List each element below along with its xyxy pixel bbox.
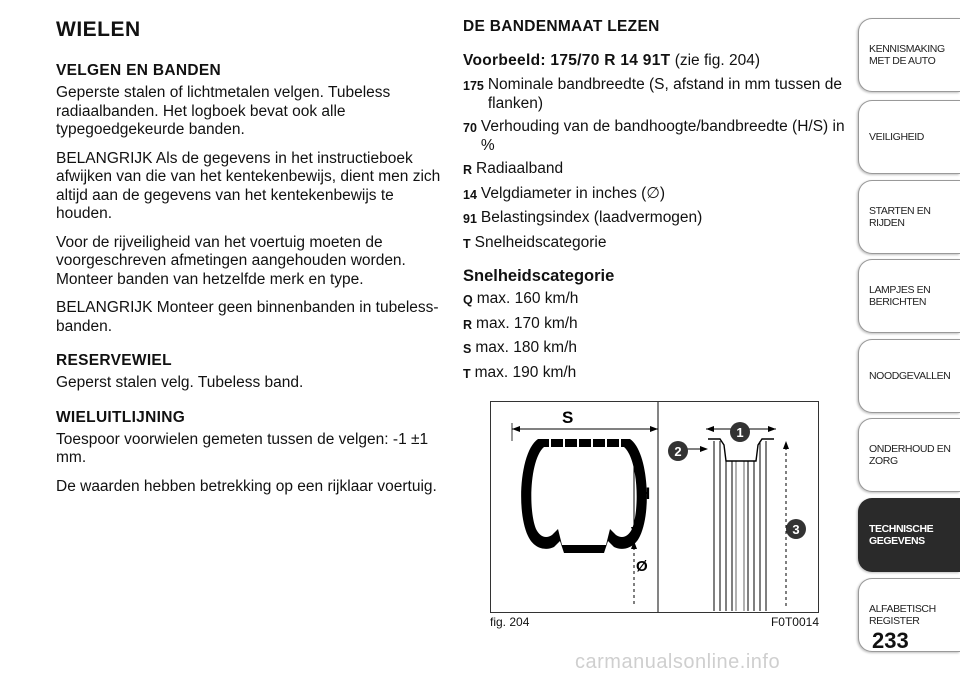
rims-paragraph-1: Geperste stalen of lichtmetalen velgen. Tubeless radiaalbanden. Het logboek bevat ook alle typegoedgekeurde banden. <box>56 84 391 138</box>
code-key: 70 <box>463 121 477 135</box>
speed-key: T <box>463 366 471 381</box>
rims-heading: VELGEN EN BANDEN <box>56 62 221 79</box>
alignment-paragraph-1: Toespoor voorwielen gemeten tussen de velgen: -1 ±1 mm. <box>56 430 429 466</box>
code-item <box>463 160 848 180</box>
callout-1 <box>730 422 750 442</box>
svg-text:3: 3 <box>792 522 800 537</box>
speed-key: R <box>463 317 473 332</box>
callout-3 <box>786 519 806 539</box>
left-column <box>56 18 446 506</box>
chapter-tabs <box>858 0 960 678</box>
chapter-tab-label: LAMPJES EN BERICHTEN <box>869 284 931 308</box>
right-column <box>463 18 848 388</box>
example-figure-ref: (zie fig. 204) <box>674 52 760 69</box>
chapter-tab[interactable] <box>858 100 960 174</box>
speed-value: max. 160 km/h <box>476 290 579 307</box>
spare-wheel-heading: RESERVEWIEL <box>56 352 172 369</box>
alignment-heading: WIELUITLIJNING <box>56 408 186 426</box>
watermark: carmanualsonline.info <box>575 651 781 673</box>
speed-key: S <box>463 342 472 356</box>
chapter-tab[interactable] <box>858 18 960 92</box>
speed-item <box>463 339 848 359</box>
code-key: 175 <box>463 79 484 93</box>
rims-paragraph-2: BELANGRIJK Als de gegevens in het instructieboek afwijken van die van het kentekenbewijs, dient men zich altijd aan de gegevens van het kentekenbewijs te houden. <box>56 149 441 222</box>
code-key: R <box>463 163 473 177</box>
code-description: Verhouding van de bandhoogte/bandbreedte (H/S) in % <box>480 118 845 154</box>
speed-item <box>463 315 848 335</box>
speed-item <box>463 364 848 384</box>
rims-paragraph-3: Voor de rijveiligheid van het voertuig moeten de voorgeschreven afmetingen aangehouden worden. Monteer banden van hetzelfde merk en type. <box>56 233 406 288</box>
code-item <box>463 118 848 155</box>
chapter-tab-label: KENNISMAKING MET DE AUTO <box>869 43 945 67</box>
chapter-tab-label: TECHNISCHE GEGEVENS <box>869 523 934 547</box>
spare-wheel-paragraph: Geperst stalen velg. Tubeless band. <box>56 374 304 391</box>
code-key: 91 <box>463 212 477 226</box>
speed-value: max. 180 km/h <box>475 339 577 356</box>
code-list <box>463 76 848 253</box>
chapter-tab[interactable] <box>858 498 960 572</box>
code-description: Velgdiameter in inches (∅) <box>480 184 665 202</box>
tyre-figure <box>490 401 819 613</box>
speed-key: Q <box>463 293 473 307</box>
chapter-tab-label: ALFABETISCH REGISTER <box>869 603 936 627</box>
tyre-outline-icon <box>521 439 647 553</box>
callout-2 <box>668 441 688 461</box>
dimension-diameter-label: Ø <box>636 558 648 575</box>
chapter-tab-label: VEILIGHEID <box>869 131 924 143</box>
chapter-tab[interactable] <box>858 259 960 333</box>
code-description: Nominale bandbreedte (S, afstand in mm tussen de flanken) <box>487 76 842 112</box>
example-line <box>463 52 848 70</box>
alignment-paragraph-2: De waarden hebben betrekking op een rijklaar voertuig. <box>56 477 437 495</box>
tyre-size-heading: DE BANDENMAAT LEZEN <box>463 18 660 35</box>
speed-category-heading: Snelheidscategorie <box>463 267 615 285</box>
code-description: Snelheidscategorie <box>474 233 607 251</box>
speed-value: max. 170 km/h <box>476 314 578 332</box>
code-item <box>463 185 848 205</box>
code-item <box>463 234 848 254</box>
page-number: 233 <box>872 628 909 653</box>
code-key: 14 <box>463 187 477 202</box>
speed-item <box>463 290 848 310</box>
chapter-tab[interactable] <box>858 180 960 254</box>
speed-list <box>463 290 848 383</box>
figure-number: fig. 204 <box>490 615 530 629</box>
code-key: T <box>463 236 471 251</box>
section-title: WIELEN <box>56 18 141 41</box>
figure-code: F0T0014 <box>770 615 819 629</box>
chapter-tab-label: NOODGEVALLEN <box>869 370 951 382</box>
dimension-s-label: S <box>562 408 574 427</box>
code-item <box>463 76 848 113</box>
chapter-tab-label: ONDERHOUD EN ZORG <box>869 443 951 467</box>
rims-paragraph-4: BELANGRIJK Monteer geen binnenbanden in tubeless-banden. <box>56 299 439 335</box>
svg-text:2: 2 <box>674 444 682 459</box>
chapter-tab[interactable] <box>858 418 960 492</box>
svg-text:1: 1 <box>736 425 744 440</box>
dimension-h-label: H <box>638 484 651 503</box>
speed-value: max. 190 km/h <box>474 363 577 381</box>
chapter-tab[interactable] <box>858 339 960 413</box>
code-description: Radiaalband <box>476 160 564 177</box>
code-item <box>463 209 848 229</box>
example-code: Voorbeeld: 175/70 R 14 91T <box>463 52 671 69</box>
code-description: Belastingsindex (laadvermogen) <box>480 209 703 226</box>
chapter-tab-label: STARTEN EN RIJDEN <box>869 205 931 229</box>
figure-caption <box>490 615 819 631</box>
